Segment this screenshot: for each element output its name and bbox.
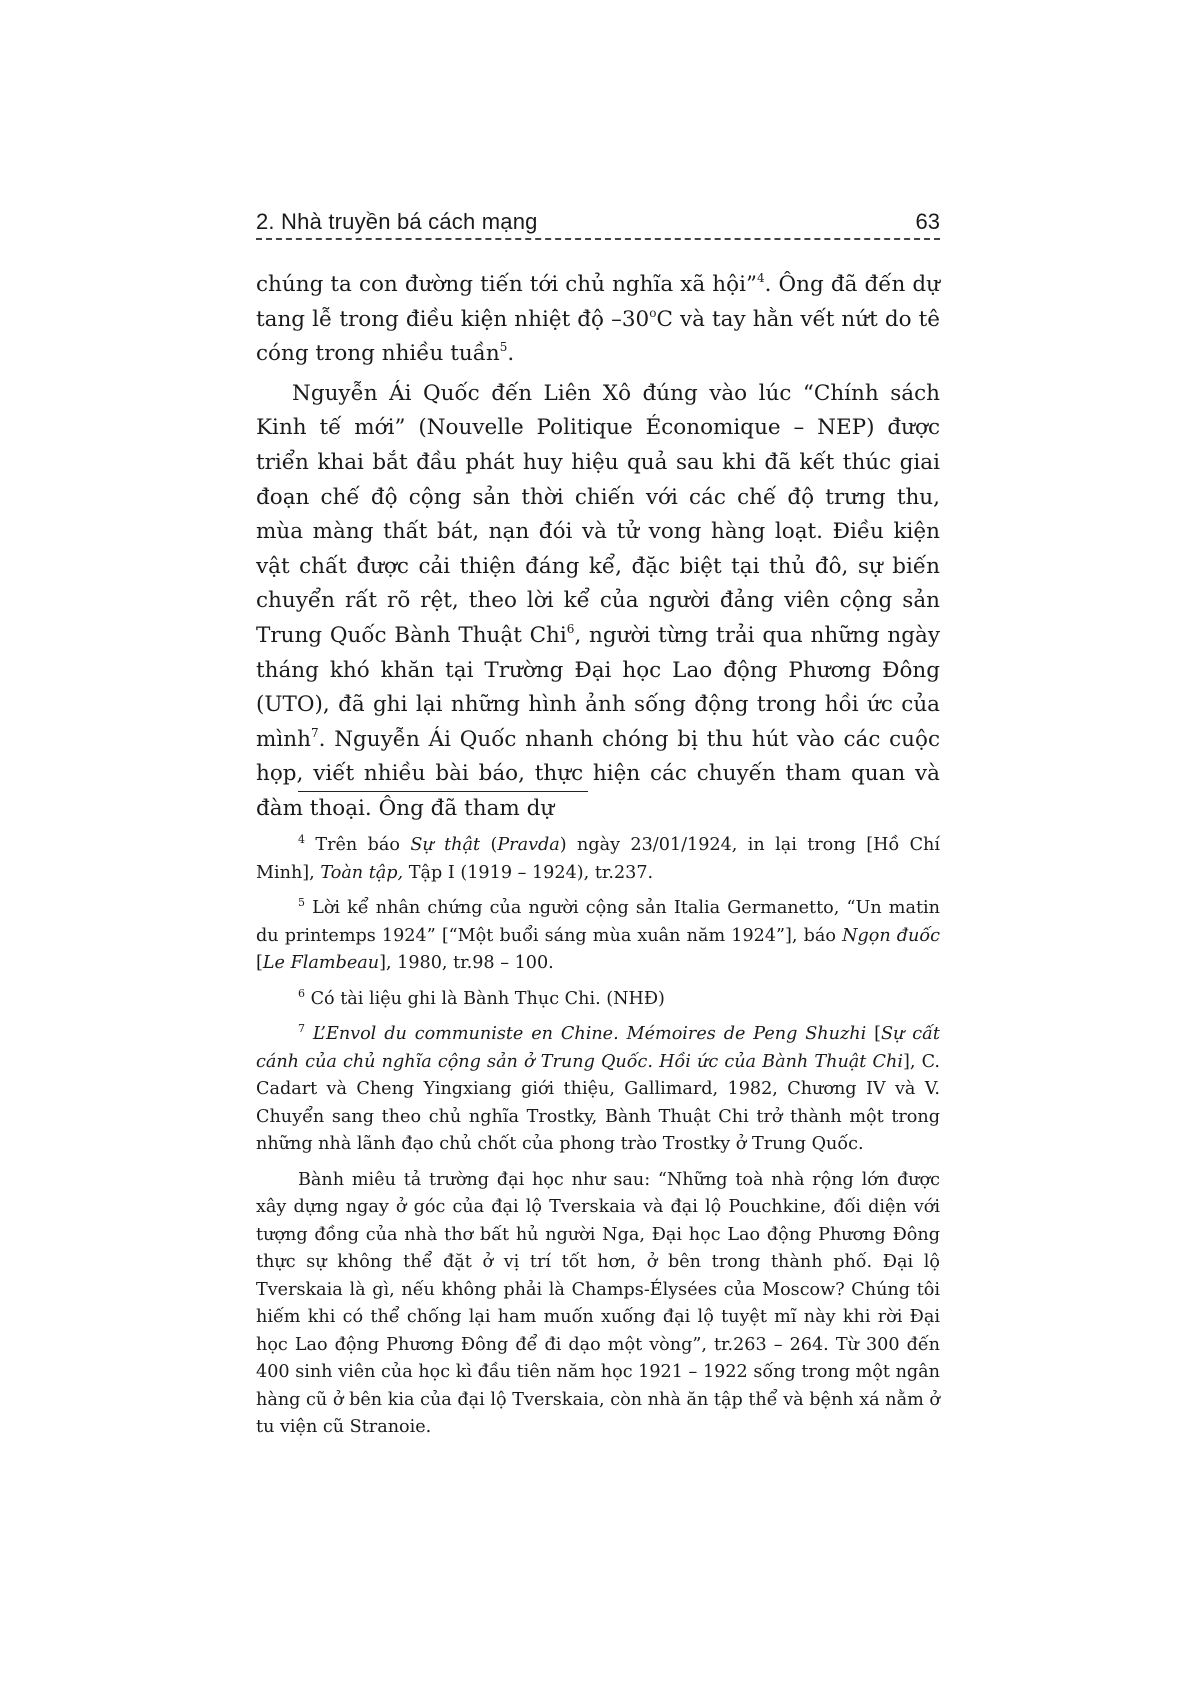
text-run: ], C. Cadart và Cheng Yingxiang giới thiệu, Gallimard, 1982, Chương IV và V. Chuyển sang theo chủ nghĩa Trostky, Bành Thuật Chi trở thành một trong những nhà lãnh đạo chủ chốt của phong trào Trostky ở Trung Quốc. — [256, 1051, 940, 1154]
italic-run: L’Envol du communiste en Chine. Mémoires de Peng Shuzhi — [305, 1024, 867, 1044]
footnote-7 — [256, 1021, 940, 1159]
italic-run: Pravda — [497, 835, 560, 855]
text-run: . Nguyễn Ái Quốc nhanh chóng bị thu hút vào các cuộc họp, viết nhiều bài báo, thực hiện các chuyến tham quan và đàm thoại. Ông đã tham dự — [256, 726, 940, 821]
text-run: ( — [480, 835, 498, 855]
text-run: Trên báo — [305, 835, 411, 855]
footnote-ref[interactable]: 4 — [756, 271, 765, 285]
text-run: chúng ta con đường tiến tới chủ nghĩa xã hội” — [256, 272, 757, 297]
italic-run: Le Flambeau — [262, 953, 380, 973]
footnote-ref[interactable]: 7 — [310, 725, 319, 740]
footnote-divider — [298, 791, 588, 792]
footnote-7-continued: Bành miêu tả trường đại học như sau: “Những toà nhà rộng lớn được xây dựng ngay ở góc của đại lộ Tverskaia và đại lộ Pouchkine, đối diện với tượng đồng của nhà thơ bất hủ người Nga, Đại học Lao động Phương Đông thực sự không thể đặt ở vị trí tốt hơn, ở bên trong thành phố. Đại lộ Tverskaia là gì, nếu không phải là Champs-Élysées của Moscow? Chúng tôi hiếm khi có thể chống lại ham muốn xuống đại lộ tuyệt mĩ này khi rời Đại học Lao động Phương Đông để đi dạo một vòng”, tr.263 – 264. Từ 300 đến 400 sinh viên của học kì đầu tiên năm học 1921 – 1922 sống trong một ngân hàng cũ ở bên kia của đại lộ Tverskaia, còn nhà ăn tập thể và bệnh xá nằm ở tu viện cũ Stranoie. — [256, 1169, 940, 1437]
text-run: Nguyễn Ái Quốc đến Liên Xô đúng vào lúc “Chính sách Kinh tế mới” (Nouvelle Politique Économique – NEP) được triển khai bắt đầu phát huy hiệu quả sau khi đã kết thúc giai đoạn chế độ cộng sản thời chiến với các chế độ trưng thu, mùa màng thất bát, nạn đói và tử vong hàng loạt. Điều kiện vật chất được cải thiện đáng kể, đặc biệt tại thủ đô, sự biến chuyển rất rõ rệt, theo lời kể của người đảng viên cộng sản Trung Quốc Bành Thuật Chi — [256, 380, 940, 648]
footnote-number: 7 — [298, 1022, 305, 1035]
degree-mark: o — [649, 305, 657, 320]
italic-run: Sự cất cánh của chủ nghĩa cộng sản ở Trung Quốc. Hồi ức của Bành Thuật Chi — [256, 1024, 940, 1072]
text-run: ], 1980, tr.98 – 100. — [379, 953, 554, 973]
italic-run: Ngọn đuốc — [842, 925, 940, 946]
text-run: . — [507, 341, 515, 367]
text-run: Lời kể nhân chứng của người cộng sản Italia Germanetto, “Un matin du printemps 1924” [“Một buổi sáng mùa xuân năm 1924”], báo — [256, 898, 940, 946]
paragraph — [256, 377, 940, 827]
italic-run: Sự thật — [410, 835, 481, 855]
footnote-ref[interactable]: 6 — [566, 621, 575, 636]
footnote-number: 4 — [298, 833, 305, 846]
footnote-6 — [256, 986, 940, 1014]
text-run: Có tài liệu ghi là Bành Thục Chi. (NHĐ) — [305, 988, 665, 1009]
footnote-number: 5 — [298, 896, 305, 909]
text-run: ) ngày 23/01/1924, in lại trong [Hồ Chí Minh], — [256, 835, 941, 883]
footnote-ref[interactable]: 5 — [499, 340, 508, 355]
chapter-title: 2. Nhà truyền bá cách mạng — [256, 209, 538, 234]
page-number: 63 — [915, 209, 940, 234]
text-run: , người từng trải qua những ngày tháng khó khăn tại Trường Đại học Lao động Phương Đông (UTO), đã ghi lại những hình ảnh sống động trong hồi ức của mình — [256, 622, 941, 752]
footnotes — [256, 832, 940, 1450]
running-header — [256, 207, 940, 237]
main-text — [256, 268, 940, 827]
text-run: Tập I (1919 – 1924), tr.237. — [403, 862, 654, 883]
footnote-5 — [256, 895, 940, 978]
italic-run: Toàn tập, — [320, 862, 404, 883]
footnote-4 — [256, 832, 940, 887]
text-run: [ — [866, 1024, 881, 1044]
text-run: C và tay hằn vết nứt do tê cóng trong nhiều tuần — [256, 306, 940, 367]
header-divider — [256, 238, 940, 240]
paragraph — [256, 268, 940, 372]
text-run: . Ông đã đến dự tang lễ trong điều kiện nhiệt độ –30 — [256, 272, 940, 332]
footnote-number: 6 — [298, 986, 305, 1000]
text-run: [ — [256, 953, 263, 973]
